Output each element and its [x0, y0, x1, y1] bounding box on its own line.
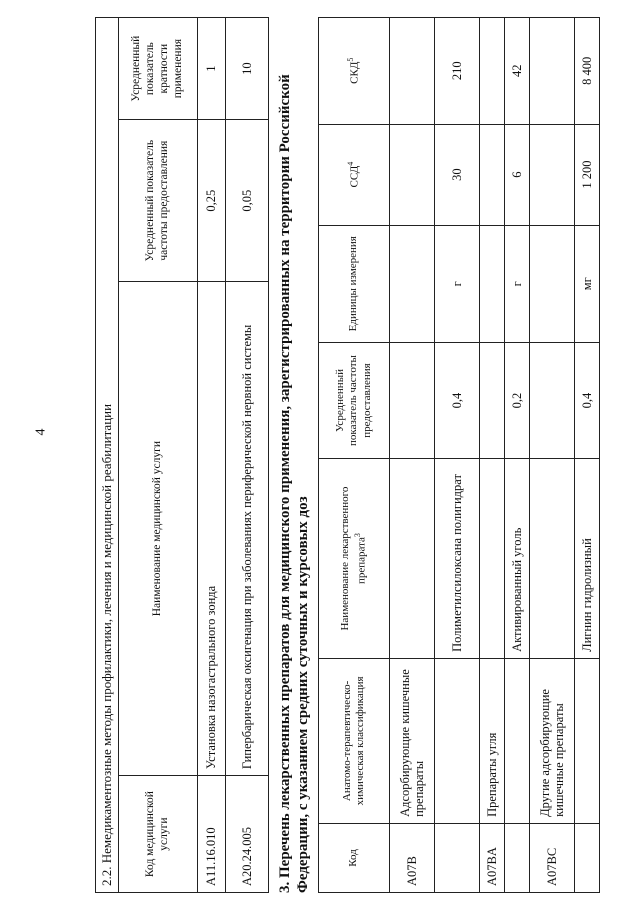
services-table — [95, 17, 269, 893]
drug-name: Лигнин гидролизный — [575, 459, 600, 659]
service-multiplicity: 10 — [226, 18, 269, 120]
header-ssd: ССД$^4$ — [319, 124, 390, 225]
drug-frequency — [480, 342, 505, 458]
header-units: Единицы измерения — [319, 225, 390, 342]
drugs-table — [318, 17, 600, 893]
atc-code: A07B — [390, 823, 435, 892]
drug-frequency: 0,4 — [435, 342, 480, 458]
drug-skd — [480, 18, 505, 125]
atc-group: Препараты угля — [480, 658, 505, 823]
atc-group: Адсорбирующие кишечные препараты — [390, 658, 435, 823]
service-multiplicity: 1 — [198, 18, 226, 120]
page-number: 4 — [33, 428, 49, 436]
table-row — [505, 18, 530, 893]
service-frequency: 0,05 — [226, 120, 269, 282]
atc-code — [435, 823, 480, 892]
table-row — [435, 18, 480, 893]
header-code: Код — [319, 823, 390, 892]
header-frequency: Усредненный показатель частоты предоставления — [119, 120, 198, 282]
atc-group — [435, 658, 480, 823]
drug-skd — [390, 18, 435, 125]
header-skd: СКД$^5$ — [319, 18, 390, 125]
drug-name — [530, 459, 575, 659]
drug-frequency: 0,4 — [575, 342, 600, 458]
drug-unit — [480, 225, 505, 342]
drug-unit: мг — [575, 225, 600, 342]
drug-unit: г — [435, 225, 480, 342]
drug-frequency: 0,2 — [505, 342, 530, 458]
table-row — [390, 18, 435, 893]
footnote-4: 4 — [346, 161, 356, 166]
table-row — [480, 18, 505, 893]
table-row — [198, 18, 226, 893]
service-name: Гипербарическая оксигенация при заболеваниях периферической нервной системы — [226, 282, 269, 776]
drug-name: Полиметилсилоксана полигидрат — [435, 459, 480, 659]
drug-unit — [530, 225, 575, 342]
atc-code — [575, 823, 600, 892]
drug-unit: г — [505, 225, 530, 342]
header-frequency: Усредненный показатель частоты предоставления — [319, 342, 390, 458]
atc-code — [505, 823, 530, 892]
drug-unit — [390, 225, 435, 342]
drug-name — [480, 459, 505, 659]
atc-code: A07BC — [530, 823, 575, 892]
footnote-5: 5 — [346, 57, 356, 62]
drug-ssd — [530, 124, 575, 225]
drug-ssd — [480, 124, 505, 225]
drug-ssd: 30 — [435, 124, 480, 225]
drug-frequency — [390, 342, 435, 458]
footnote-3: 3 — [352, 533, 362, 538]
header-multiplicity: Усредненный показатель кратности применения — [119, 18, 198, 120]
service-name: Установка назогастрального зонда — [198, 282, 226, 776]
header-service-code: Код медицинской услуги — [119, 776, 198, 893]
table-row — [226, 18, 269, 893]
drug-skd: 42 — [505, 18, 530, 125]
atc-group — [505, 658, 530, 823]
service-code: A20.24.005 — [226, 776, 269, 893]
section-3-title: 3. Перечень лекарственных препаратов для медицинского применения, зарегистрированных на территории Российской Федерации, с указанием средних суточных и курсовых доз — [277, 74, 311, 893]
drug-ssd: 1 200 — [575, 124, 600, 225]
drug-skd — [530, 18, 575, 125]
section-2-2-title: 2.2. Немедикаментозные методы профилактики, лечения и медицинской реабилитации — [96, 18, 119, 893]
atc-group: Другие адсорбирующие кишечные препараты — [530, 658, 575, 823]
drug-ssd — [390, 124, 435, 225]
drug-ssd: 6 — [505, 124, 530, 225]
drug-skd: 8 400 — [575, 18, 600, 125]
service-code: A11.16.010 — [198, 776, 226, 893]
header-drug-name: Наименование лекарственного препарата$^3$ — [319, 459, 390, 659]
table-row — [575, 18, 600, 893]
drug-skd: 210 — [435, 18, 480, 125]
drug-name — [390, 459, 435, 659]
table-row — [530, 18, 575, 893]
atc-code: A07BA — [480, 823, 505, 892]
service-frequency: 0,25 — [198, 120, 226, 282]
header-atc: Анатомо-терапевтическо-химическая классификация — [319, 658, 390, 823]
atc-group — [575, 658, 600, 823]
drug-frequency — [530, 342, 575, 458]
header-service-name: Наименование медицинской услуги — [119, 282, 198, 776]
drug-name: Активированный уголь — [505, 459, 530, 659]
